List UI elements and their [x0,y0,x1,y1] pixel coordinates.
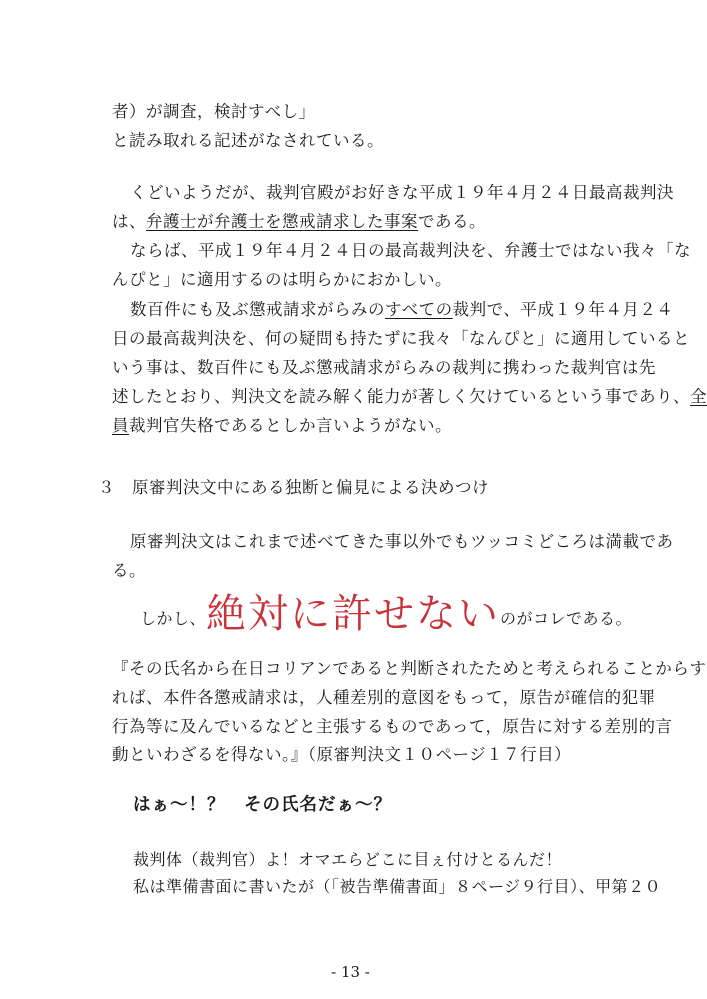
paragraph-line [112,412,452,436]
paragraph-line: 者）が調査，検討すべし」 [112,102,316,121]
paragraph-line [112,208,486,232]
underlined-text: 弁護士が [146,212,214,231]
paragraph-line: る。 [112,561,146,580]
bold-exclamation: はぁ～！？ その氏名だぁ～？ [133,795,392,815]
paragraph-line: 日の最高裁判決を、何の疑問も持たずに我々「なんぴと」に適用していると [112,329,690,348]
text-run: 裁判で、平成１９年４月２４ [452,300,674,319]
text-run: は、 [112,212,146,231]
text-run: である。 [418,212,486,231]
emphasis-red-text: 絶対に許せない [206,591,501,637]
quote-line: 動といわざるを得ない。』（原審判決文１０ページ１７行目） [112,745,572,764]
quote-line: 行為等に及んでいるなどと主張するものであって，原告に対する差別的言 [112,717,673,736]
paragraph-line: と読み取れる記述がなされている。 [112,131,384,150]
underlined-text: 弁護士を懲戒請求した事案 [214,212,418,231]
text-run: しかし、 [140,609,207,628]
paragraph-line: 裁判体（裁判官）よ！オマエらどこに目ぇ付けとるんだ！ [133,850,563,869]
text-run: 裁判官失格であるとしか言いようがない。 [129,416,452,435]
quote-line: れば、本件各懲戒請求は，人種差別的意図をもって，原告が確信的犯罪 [112,688,656,707]
paragraph-line: 原審判決文はこれまで述べてきた事以外でもツッコミどころは満載であ [130,532,674,551]
text-run: 数百件にも及ぶ懲戒請求がらみの [130,300,385,319]
page-number: - 13 - [331,963,370,981]
underlined-text: すべての [385,300,453,319]
paragraph-line: いう事は、数百件にも及ぶ懲戒請求がらみの裁判に携わった裁判官は先 [112,358,656,377]
paragraph-line: ならば、平成１９年４月２４日の最高裁判決を、弁護士ではない我々「な [130,241,691,260]
quote-line: 『その氏名から在日コリアンであると判断されたためと考えられることからす [112,659,707,678]
text-run: 述したとおり、判決文を読み解く能力が著しく欠けているという事であり、 [112,387,690,406]
paragraph-line: くどいようだが、裁判官殿がお好きな平成１９年４月２４日最高裁判決 [130,183,674,202]
paragraph-line: んぴと」に適用するのは明らかにおかしい。 [112,270,452,289]
section-heading: ３ 原審判決文中にある独断と偏見による決めつけ [98,478,489,497]
underlined-text: 員 [112,416,129,435]
paragraph-line: 私は準備書面に書いたが（「被告準備書面」８ページ９行目）、甲第２０ [133,877,662,896]
underlined-text: 全 [690,387,707,406]
emphasis-line [140,582,632,639]
text-run: のがコレである。 [500,609,633,628]
paragraph-line [130,296,673,320]
paragraph-line [112,383,707,407]
